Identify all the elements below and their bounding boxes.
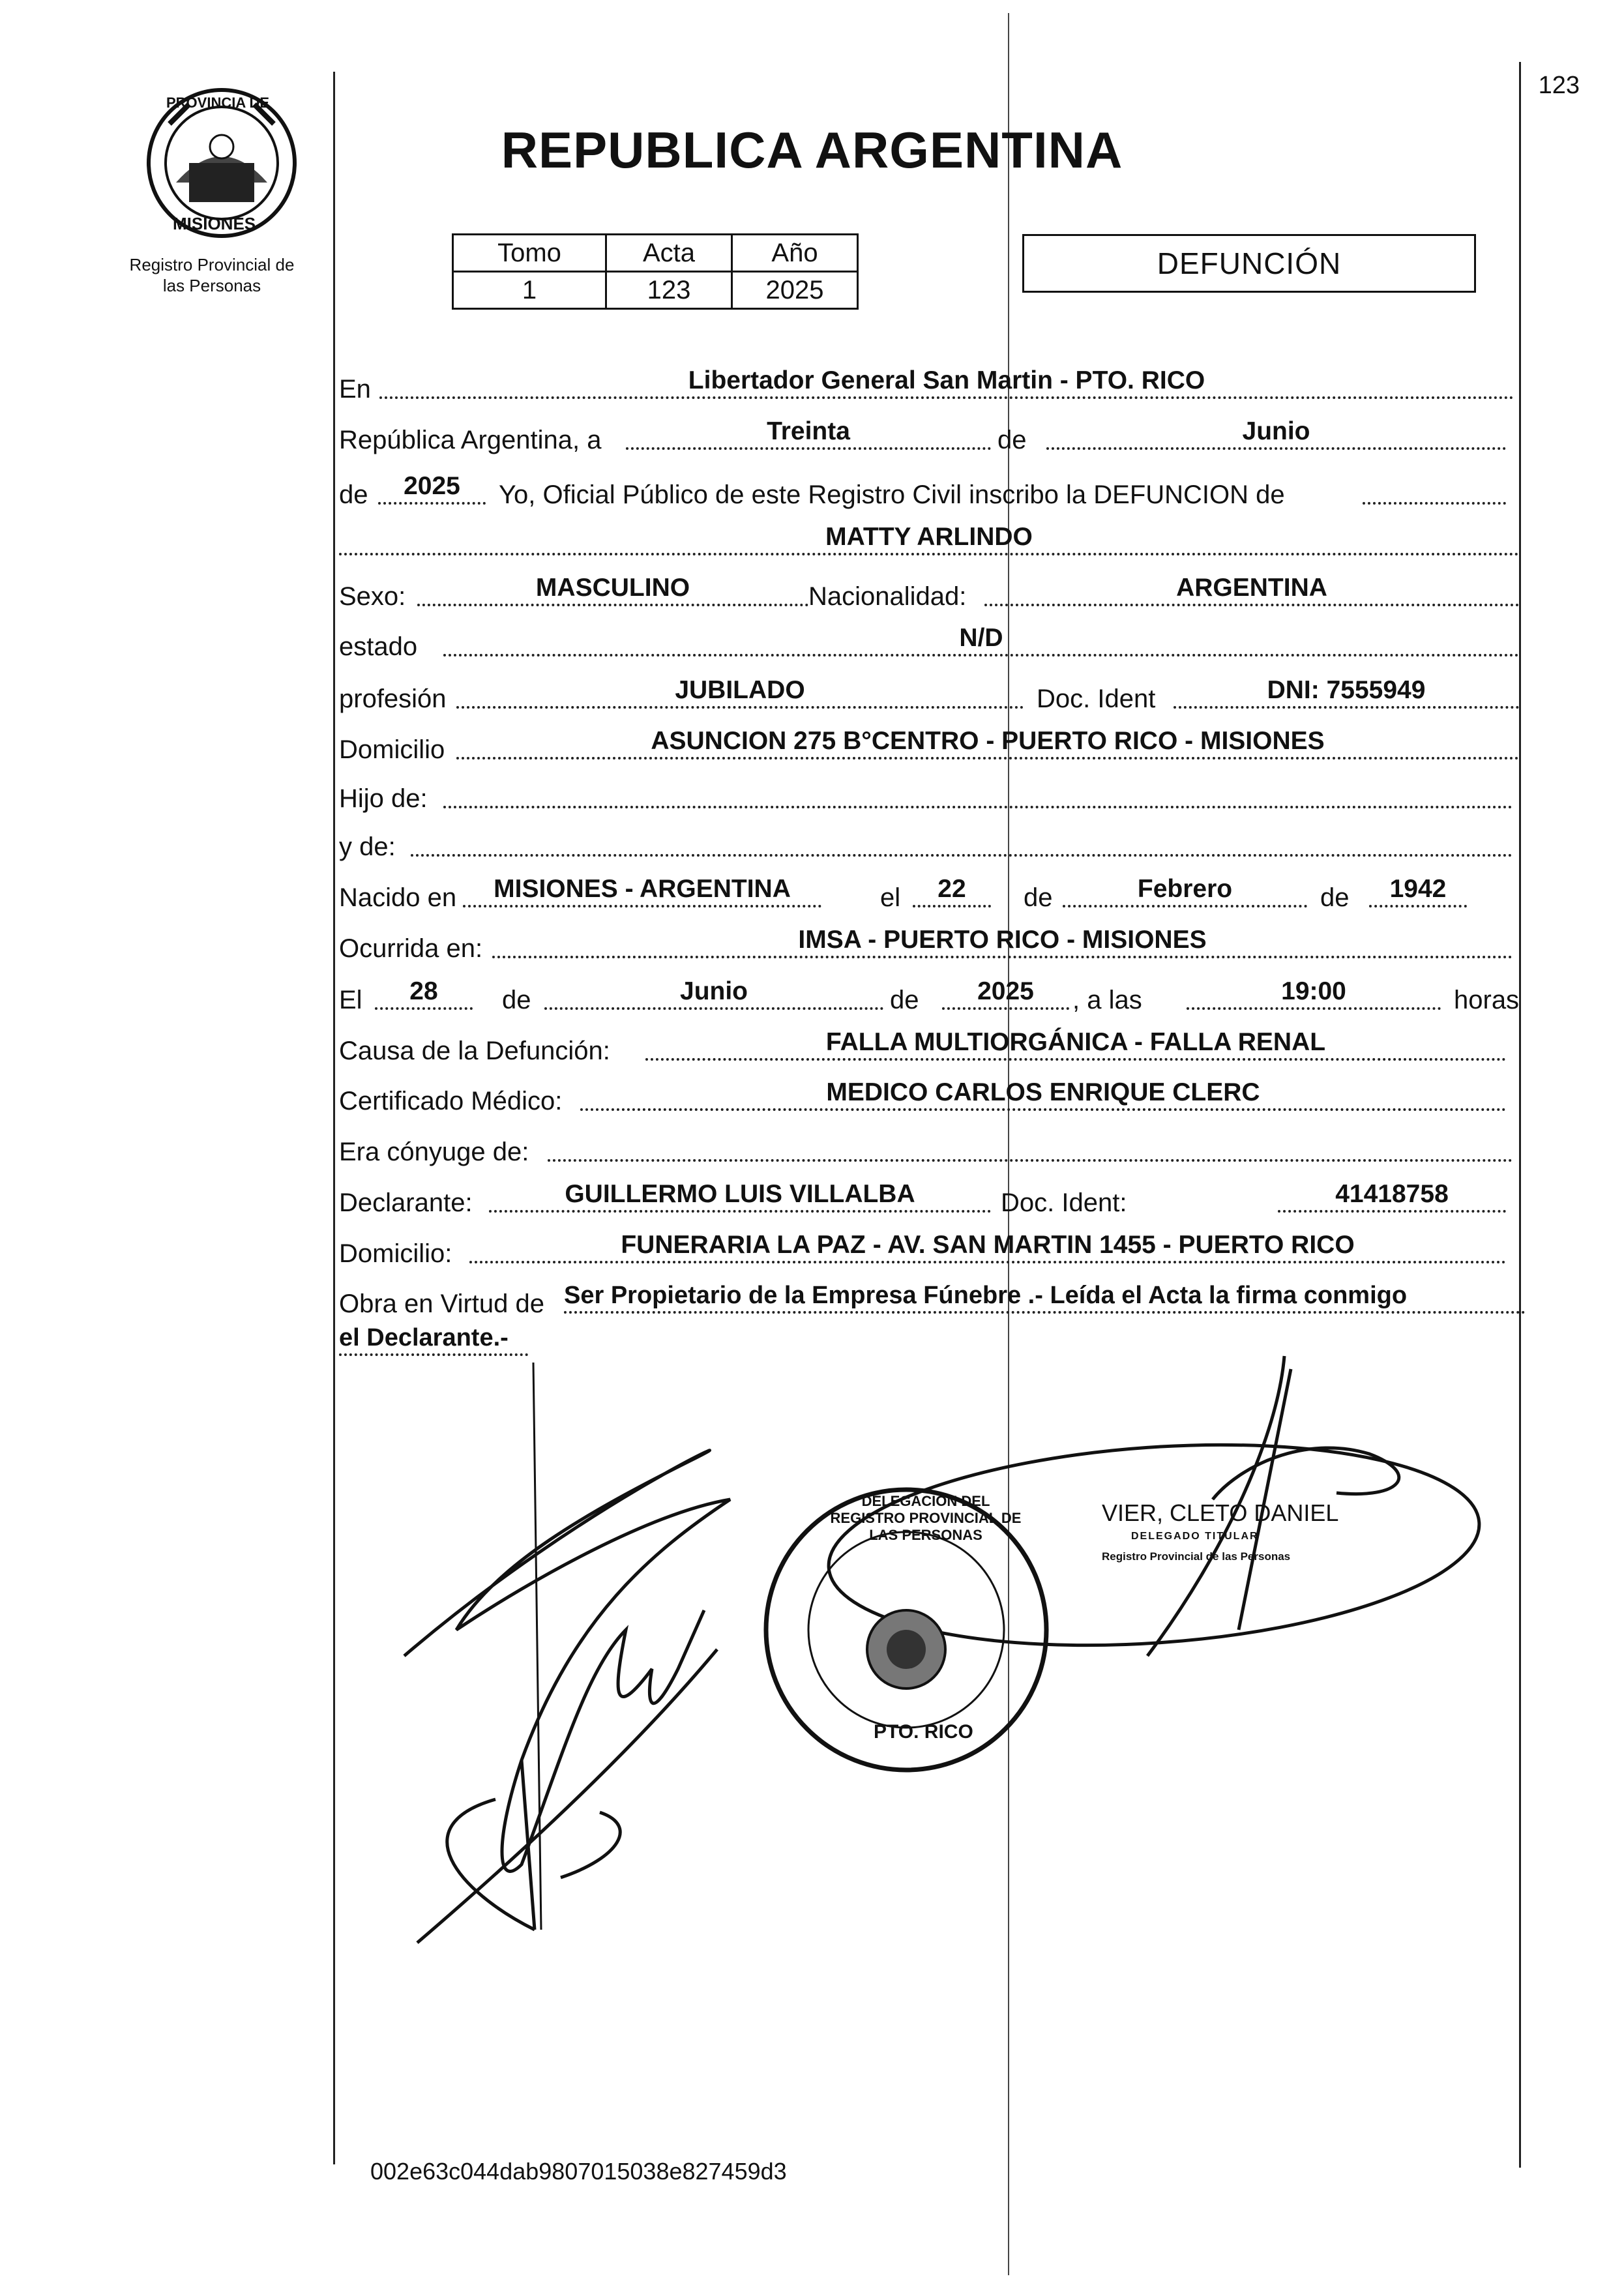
domicilio-label: Domicilio bbox=[339, 735, 445, 764]
sexo-value: MASCULINO bbox=[417, 572, 808, 606]
stamp-circle-text: DELEGACION DEL REGISTRO PROVINCIAL DE LAS PERSONAS bbox=[830, 1493, 1022, 1543]
official-org: Registro Provincial de las Personas bbox=[1102, 1550, 1291, 1563]
certificado-label: Certificado Médico: bbox=[339, 1087, 563, 1115]
doc-ident-value: DNI: 7555949 bbox=[1174, 675, 1519, 709]
nacido-value: MISIONES - ARGENTINA bbox=[463, 874, 821, 907]
decl-doc-value: 41418758 bbox=[1278, 1179, 1506, 1213]
acta-header: Acta bbox=[606, 235, 732, 272]
nac-dia-value: 22 bbox=[913, 874, 991, 907]
hijo-label: Hijo de: bbox=[339, 784, 428, 813]
profesion-label: profesión bbox=[339, 685, 447, 713]
page-title: REPUBLICA ARGENTINA bbox=[501, 121, 1123, 179]
declarante-value: GUILLERMO LUIS VILLALBA bbox=[489, 1179, 991, 1213]
nacionalidad-value: ARGENTINA bbox=[984, 572, 1519, 606]
el2-label: El bbox=[339, 986, 362, 1014]
doc-ident-label: Doc. Ident bbox=[1037, 685, 1156, 713]
def-de2-label: de bbox=[890, 986, 919, 1014]
causa-label: Causa de la Defunción: bbox=[339, 1037, 610, 1065]
anio-header: Año bbox=[732, 235, 858, 272]
nombre-value: MATTY ARLINDO bbox=[339, 522, 1519, 555]
de2-label: de bbox=[339, 480, 368, 509]
stamp-circle-bottom: PTO. RICO bbox=[874, 1721, 973, 1743]
yde-label: y de: bbox=[339, 833, 396, 861]
conyuge-label: Era cónyuge de: bbox=[339, 1138, 529, 1166]
def-anio-value: 2025 bbox=[942, 976, 1069, 1010]
page-number: 123 bbox=[1538, 72, 1580, 99]
decl-doc-label: Doc. Ident: bbox=[1001, 1188, 1127, 1217]
causa-value: FALLA MULTIORGÁNICA - FALLA RENAL bbox=[645, 1027, 1506, 1061]
anio-value: 2025 bbox=[732, 272, 858, 309]
registry-label-line2: las Personas bbox=[162, 276, 261, 295]
obra-value-line1: Ser Propietario de la Empresa Fúnebre .- Leída el Acta la firma conmigo bbox=[564, 1280, 1526, 1314]
republica-label: República Argentina, a bbox=[339, 426, 602, 454]
official-role: DELEGADO TITULAR bbox=[1131, 1531, 1259, 1542]
nacido-label: Nacido en bbox=[339, 883, 457, 912]
document-hash: 002e63c044dab9807015038e827459d3 bbox=[370, 2158, 787, 2185]
nac-de2-label: de bbox=[1320, 883, 1350, 912]
sexo-label: Sexo: bbox=[339, 582, 406, 611]
decl-domicilio-label: Domicilio: bbox=[339, 1239, 452, 1268]
anio-value: 2025 bbox=[378, 471, 486, 505]
certificado-value: MEDICO CARLOS ENRIQUE CLERC bbox=[580, 1077, 1506, 1111]
seal-text-top: PROVINCIA DE bbox=[166, 95, 270, 111]
estado-label: estado bbox=[339, 632, 418, 661]
profesion-value: JUBILADO bbox=[456, 675, 1024, 709]
seal-text-bottom: MISIONES bbox=[173, 214, 256, 233]
mes-value: Junio bbox=[1046, 416, 1506, 450]
nac-anio-value: 1942 bbox=[1369, 874, 1467, 907]
def-de-label: de bbox=[502, 986, 531, 1014]
dia-value: Treinta bbox=[626, 416, 991, 450]
tomo-value: 1 bbox=[453, 272, 606, 309]
en-label: En bbox=[339, 375, 371, 404]
official-name: VIER, CLETO DANIEL bbox=[1102, 1499, 1339, 1526]
obra-value-line2: el Declarante.- bbox=[339, 1322, 528, 1356]
inscribo-text: Yo, Oficial Público de este Registro Civil inscribo la DEFUNCION de bbox=[499, 480, 1285, 509]
decl-domicilio-value: FUNERARIA LA PAZ - AV. SAN MARTIN 1455 - PUERTO RICO bbox=[469, 1230, 1506, 1263]
nacionalidad-label: Nacionalidad: bbox=[808, 582, 967, 611]
obra-label: Obra en Virtud de bbox=[339, 1290, 545, 1318]
def-mes-value: Junio bbox=[544, 976, 883, 1010]
horas-label: horas bbox=[1454, 986, 1520, 1014]
en-value: Libertador General San Martin - PTO. RICO bbox=[379, 365, 1514, 399]
registry-label-line1: Registro Provincial de bbox=[129, 255, 295, 274]
estado-value: N/D bbox=[443, 623, 1519, 656]
hora-value: 19:00 bbox=[1187, 976, 1441, 1010]
tomo-header: Tomo bbox=[453, 235, 606, 272]
document-type-box: DEFUNCIÓN bbox=[1022, 234, 1476, 293]
declarant-signature bbox=[404, 1451, 730, 1943]
ocurrida-label: Ocurrida en: bbox=[339, 934, 483, 963]
nac-mes-value: Febrero bbox=[1063, 874, 1307, 907]
ocurrida-value: IMSA - PUERTO RICO - MISIONES bbox=[492, 924, 1513, 958]
alas-label: , a las bbox=[1072, 986, 1142, 1014]
def-dia-value: 28 bbox=[375, 976, 473, 1010]
declarante-label: Declarante: bbox=[339, 1188, 473, 1217]
domicilio-value: ASUNCION 275 B°CENTRO - PUERTO RICO - MISIONES bbox=[456, 726, 1519, 759]
el-label: el bbox=[880, 883, 901, 912]
de-label: de bbox=[997, 426, 1027, 454]
acta-value: 123 bbox=[606, 272, 732, 309]
nac-de-label: de bbox=[1024, 883, 1053, 912]
